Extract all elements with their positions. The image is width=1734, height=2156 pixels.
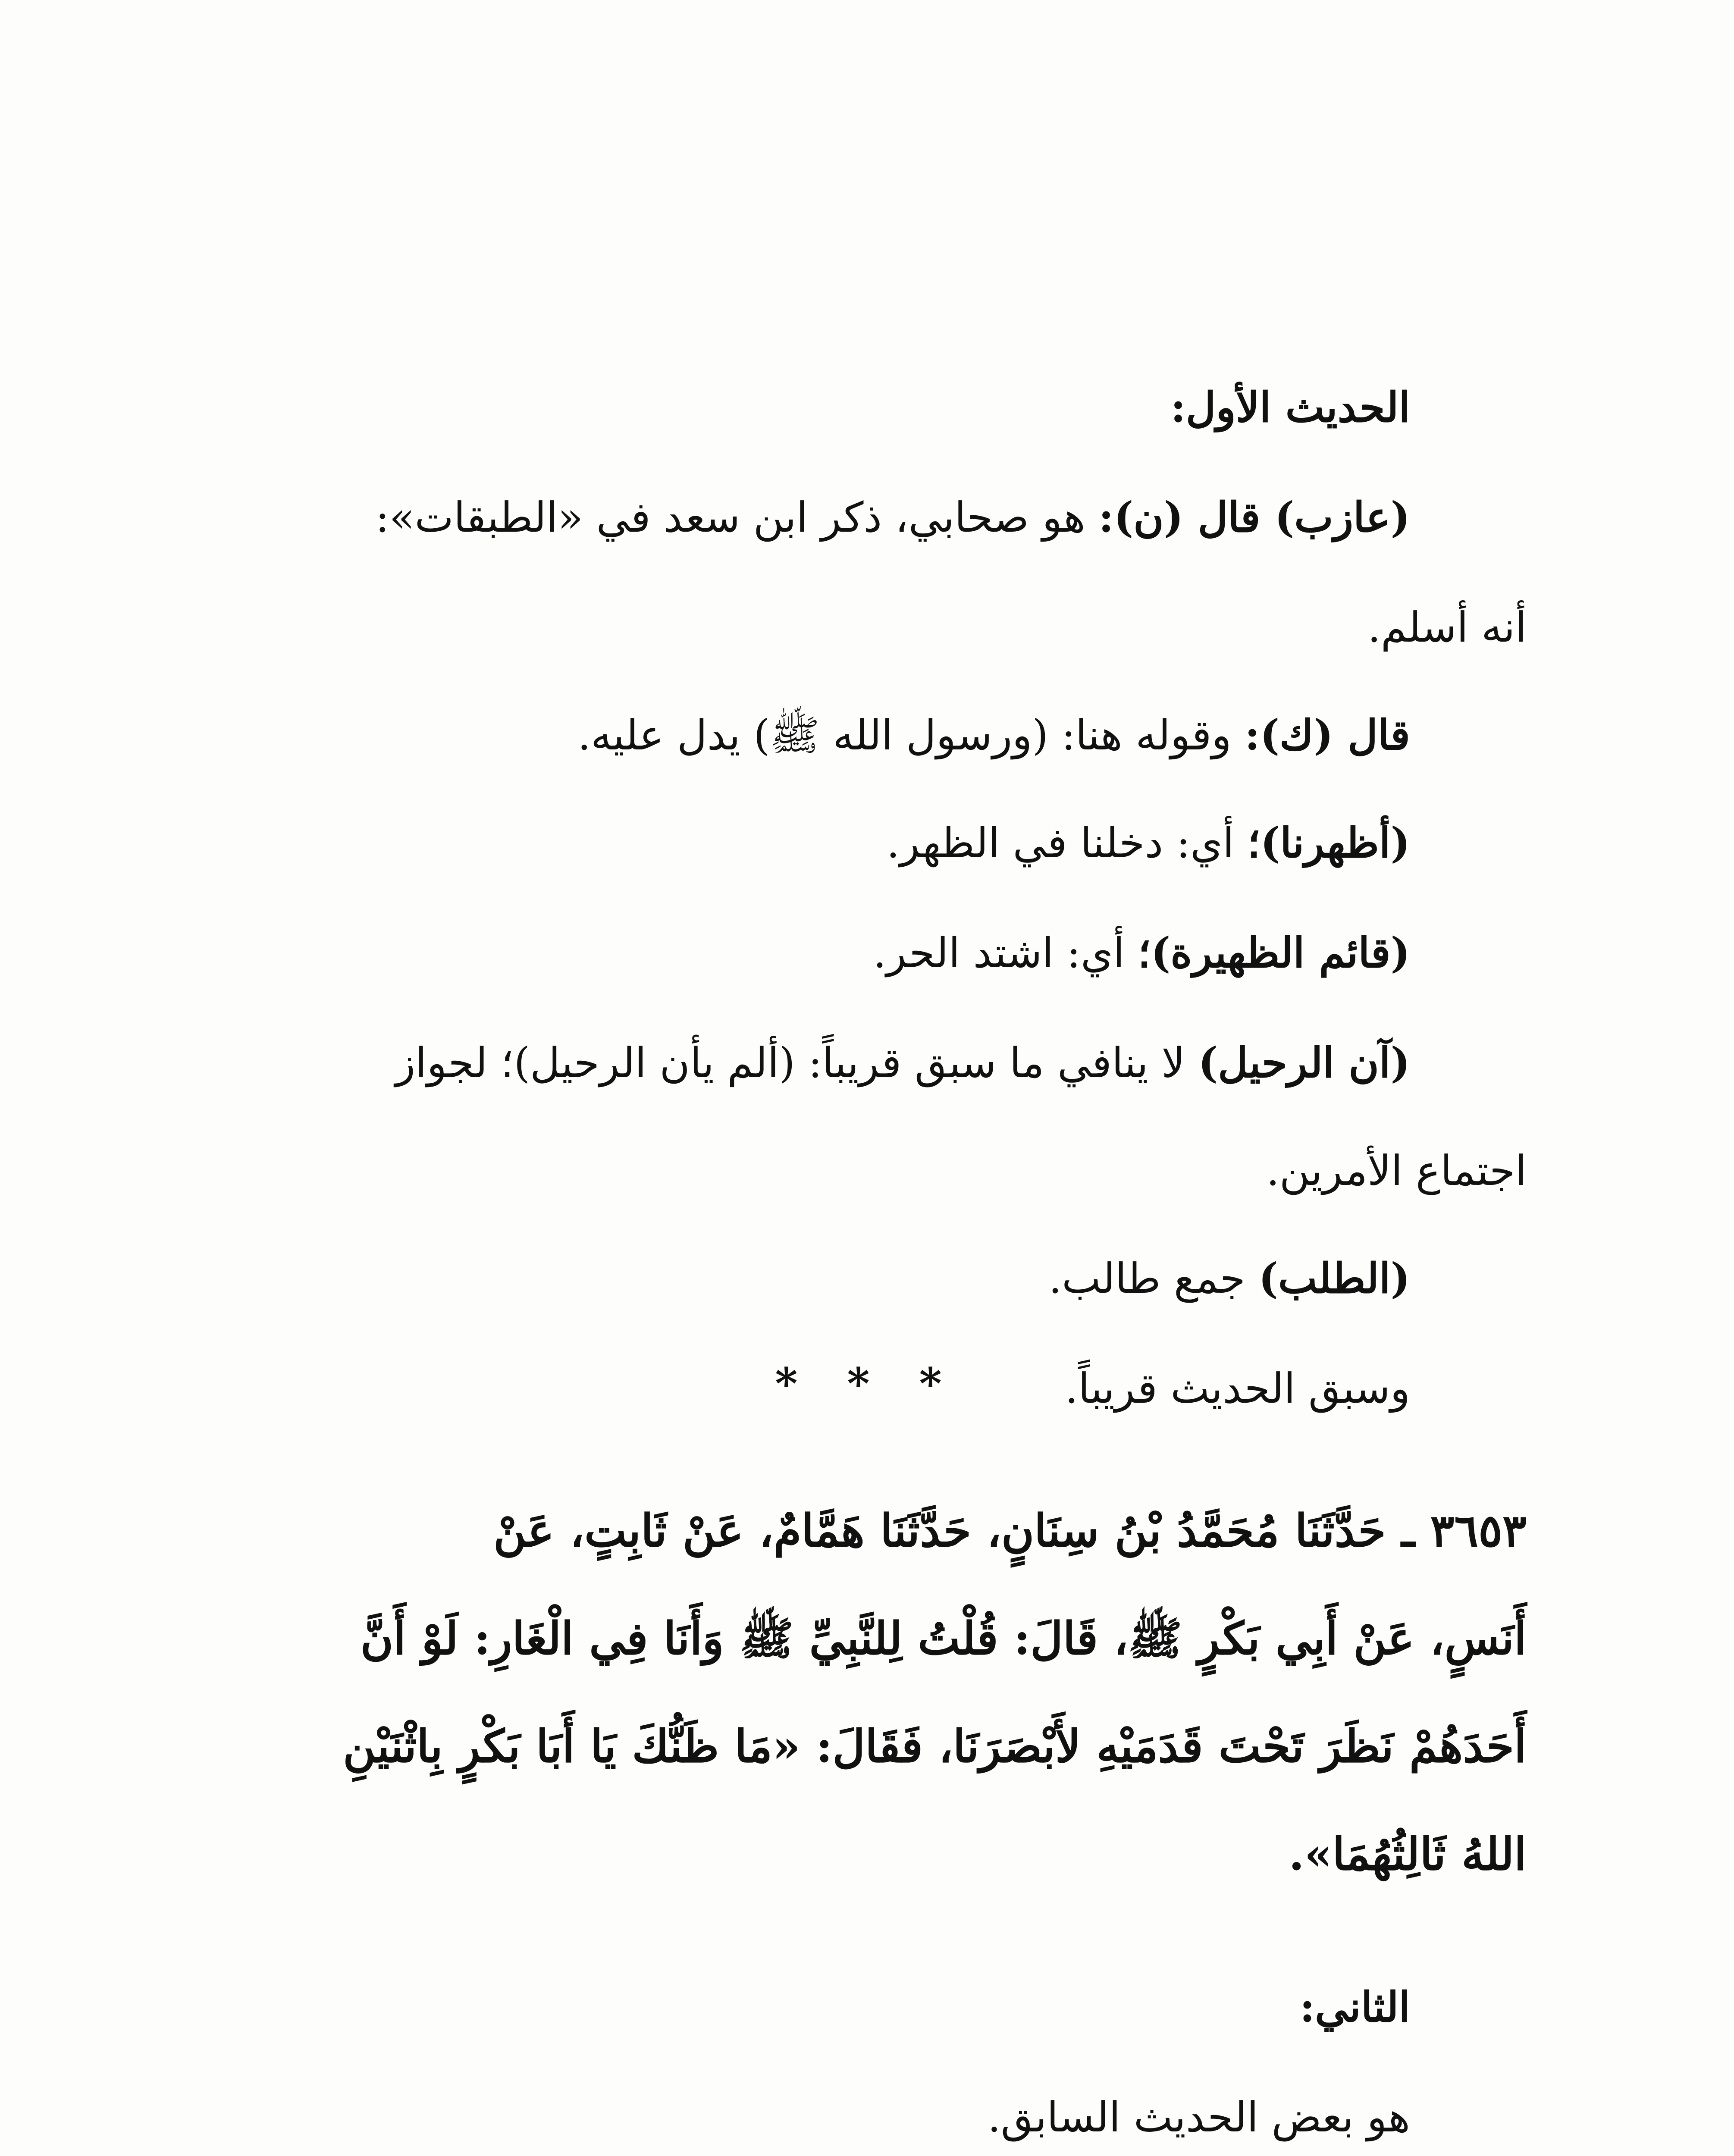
commentary-line [395,1035,1410,1091]
commentary-term: (الطلب) [1258,1254,1410,1303]
commentary-text: هو صحابي، ذكر ابن سعد في «الطبقات»: [375,493,1099,542]
commentary-text: اجتماع الأمرين. [1266,1147,1527,1195]
commentary-line [1266,1143,1527,1199]
commentary-term: (أظهرنا)؛ [1247,818,1410,867]
commentary-text: أي: اشتد الحر. [873,929,1138,977]
commentary-line [1049,1250,1410,1307]
section-heading-second: الثاني: [1299,1983,1410,2031]
commentary-text: وسبق الحديث قريباً. [1065,1364,1410,1413]
hadith-line: ٣٦٥٣ ـ حَدَّثَنَا مُحَمَّدُ بْنُ سِنَانٍ، حَدَّثَنَا هَمَّامٌ، عَنْ ثَابِتٍ، عَنْ [493,1504,1527,1557]
hadith-line: أَنَسٍ، عَنْ أَبِي بَكْرٍ ﷺ، قَالَ: قُلْتُ لِلنَّبِيِّ ﷺ وَأَنَا فِي الْغَارِ: لَوْ أَنَّ [360,1612,1527,1665]
commentary-term: قال (ك): [1245,711,1410,759]
commentary-text: أي: دخلنا في الظهر. [886,819,1248,867]
section-heading-first: الحديث الأول: [1170,383,1410,432]
hadith-text [241,1501,1527,1975]
section-separator: * * * [775,1358,959,1409]
commentary-line [578,707,1411,763]
commentary-text: أنه أسلم. [1367,603,1527,652]
commentary-second-hadith [241,1979,1527,2156]
hadith-line: اللهُ ثَالِثُهُمَا». [1289,1827,1527,1880]
commentary-term: (آن الرحيل) [1198,1038,1410,1087]
commentary-term: (عازب) قال (ن): [1098,493,1410,542]
commentary-line [376,489,1410,545]
commentary-text: جمع طالب. [1048,1254,1259,1303]
commentary-line [1367,599,1527,655]
commentary-text: وقوله هنا: (ورسول الله ﷺ) يدل عليه. [577,711,1245,759]
commentary-text: لا ينافي ما سبق قريباً: (ألم يأن الرحيل)؛ لجواز [395,1039,1198,1087]
commentary-line [887,815,1410,871]
commentary-term: (قائم الظهيرة)؛ [1138,928,1410,977]
commentary-line: هو بعض الحديث السابق. [988,2093,1410,2141]
hadith-line: أَحَدَهُمْ نَظَرَ تَحْتَ قَدَمَيْهِ لأَبْصَرَنَا، فَقَالَ: «مَا ظَنُّكَ يَا أَبَا بَكْرٍ بِاثْنَيْنِ [343,1720,1527,1773]
commentary-line [873,925,1410,981]
